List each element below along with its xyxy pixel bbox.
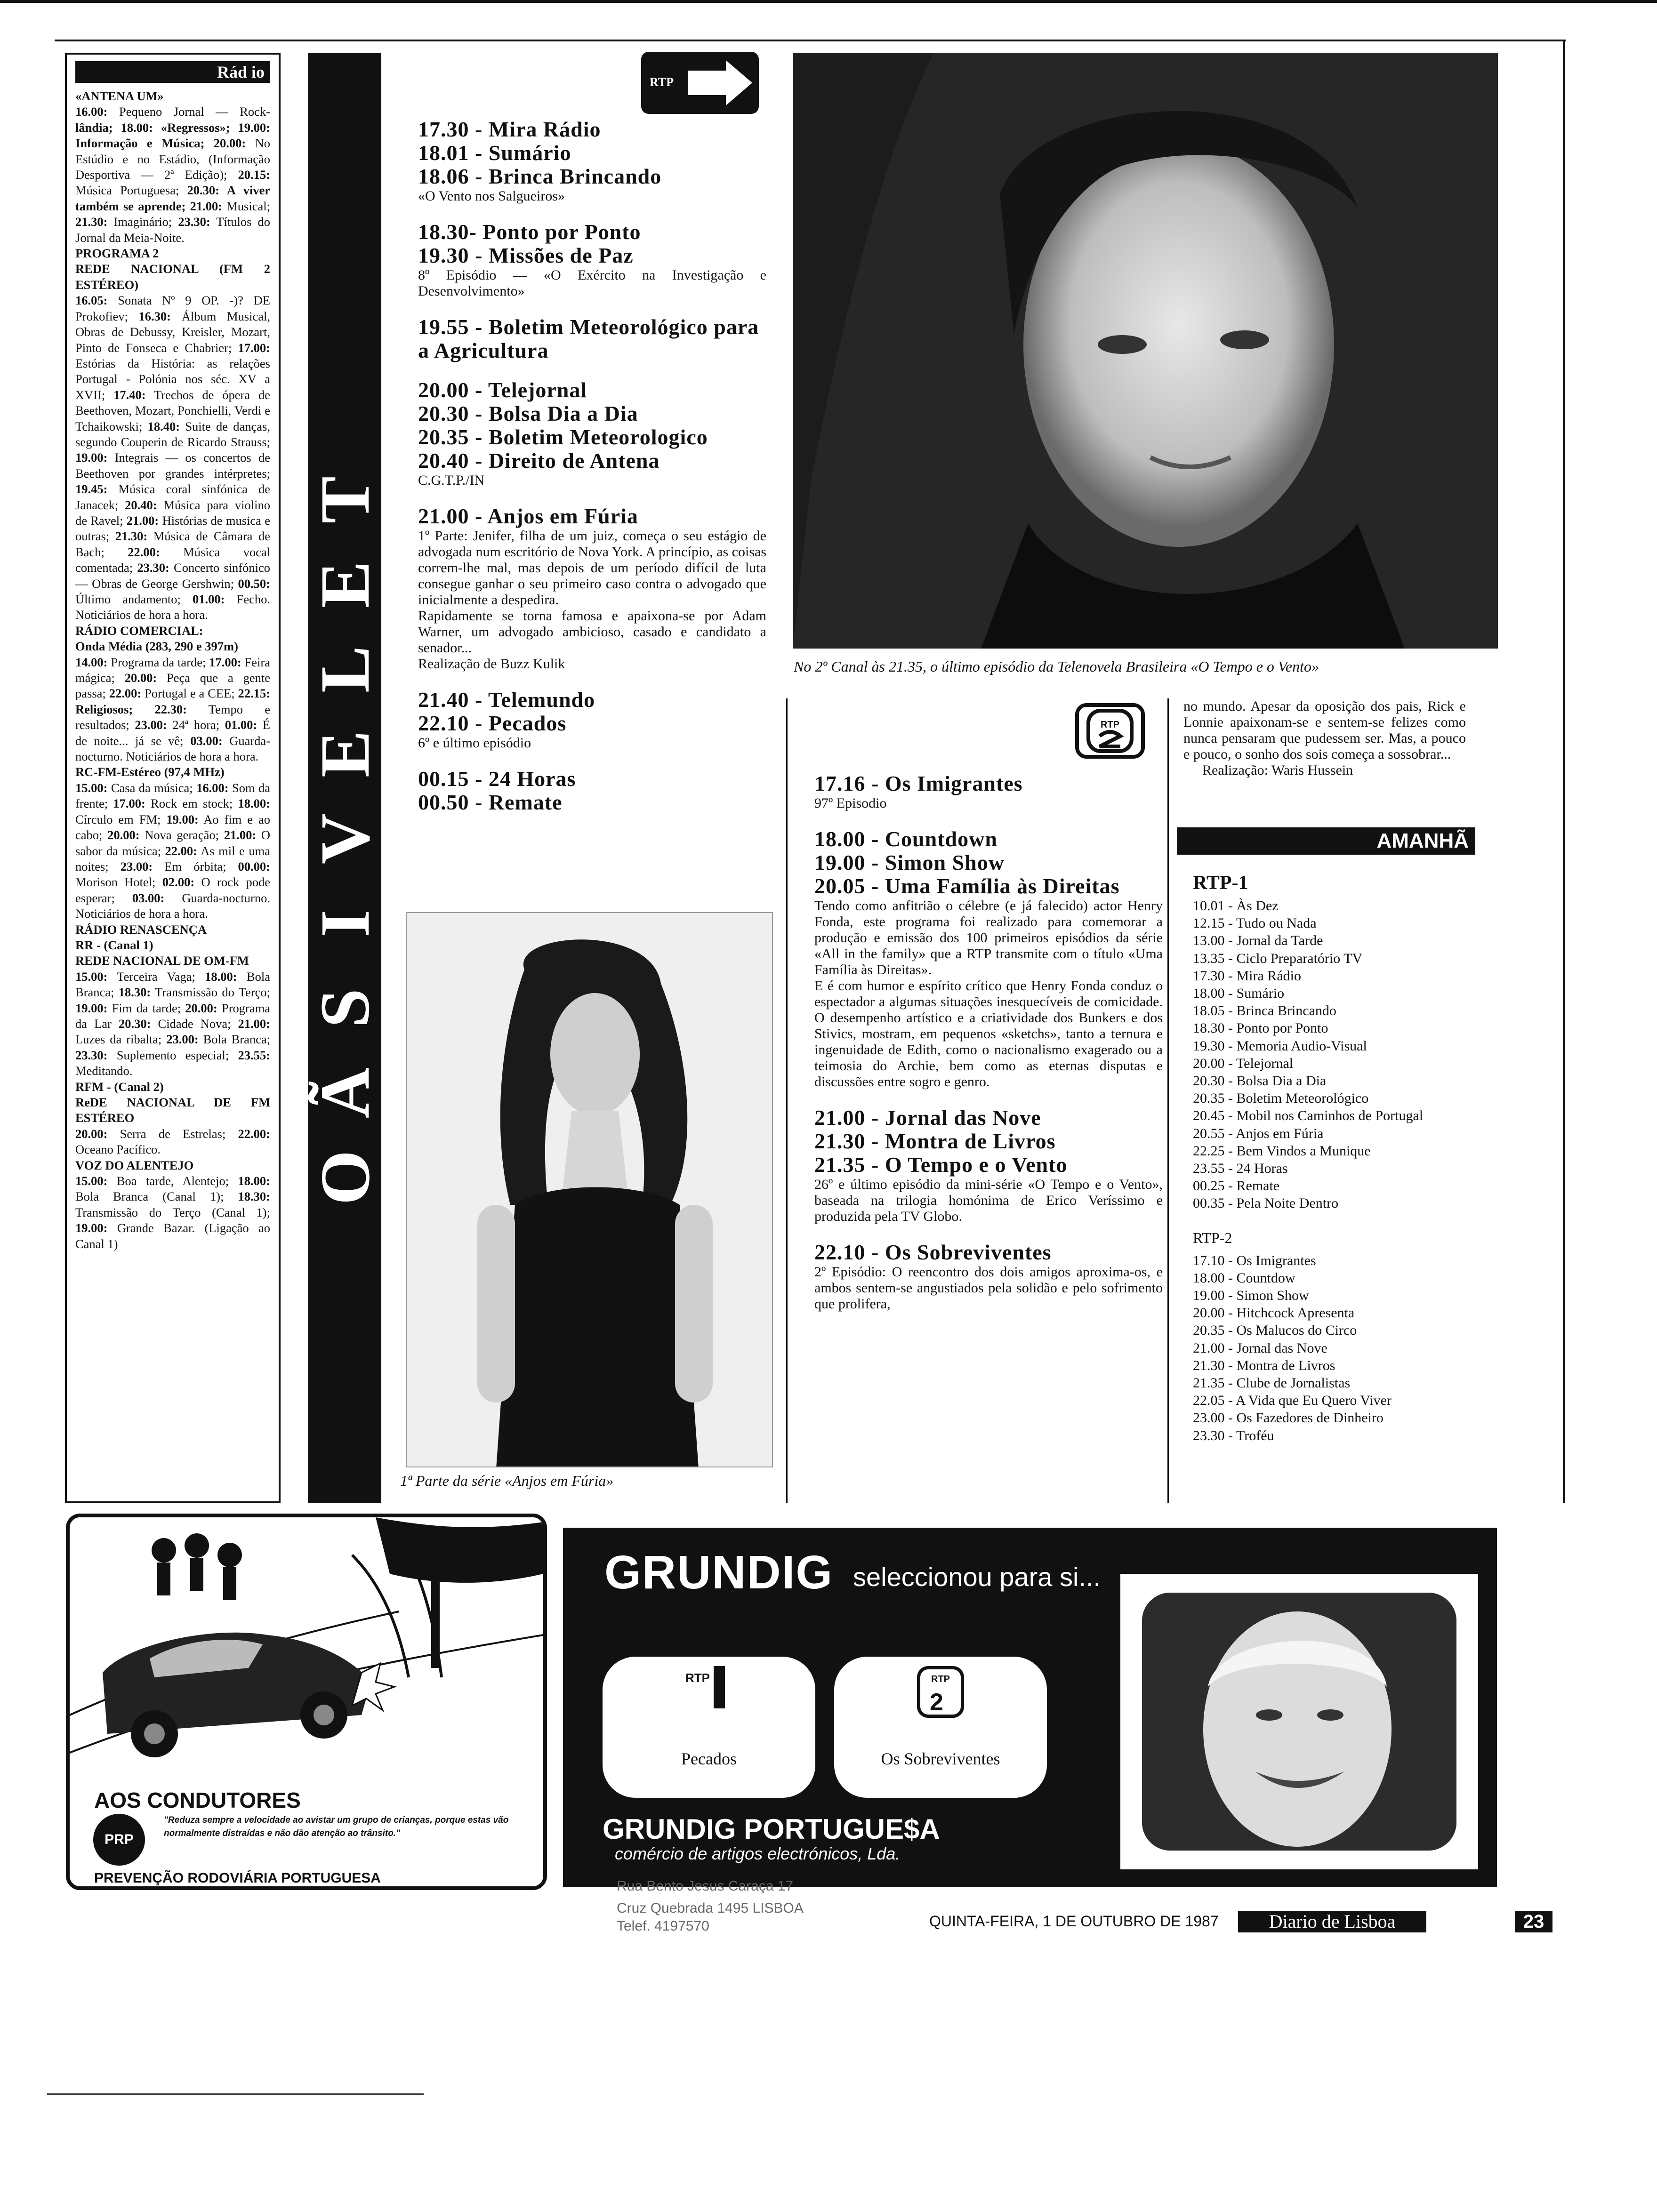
amanha-rtp1-title: RTP-1: [1193, 872, 1248, 894]
program-title: 19.00 - Simon Show: [814, 850, 1005, 874]
program-title: 21.40 - Telemundo: [418, 688, 595, 712]
radio-listings: [75, 88, 270, 1252]
address-line: Telef. 4197570: [617, 1918, 709, 1934]
radio-header: Rád io: [75, 61, 270, 83]
radio-text: Programa da Lar: [75, 1001, 270, 1031]
grundig-company: GRUNDIG PORTUGUE$A: [603, 1813, 940, 1845]
radio-paragraph: [75, 261, 270, 293]
tv-screen-sobreviventes: [834, 1657, 1047, 1798]
program-gap: [418, 362, 766, 378]
radio-text: Música para violino de Ravel;: [75, 497, 270, 528]
radio-text: Transmissão do Terço;: [151, 985, 271, 1000]
rtp1-program-list: [418, 118, 766, 814]
radio-text: Suite de danças, segundo Couperin de Ricardo Strauss;: [75, 419, 270, 449]
program-gap: [814, 1090, 1163, 1106]
radio-text: Luzes da ribalta;: [75, 1032, 162, 1047]
radio-text: Som da frente;: [75, 780, 270, 811]
radio-bold-text: 19.45:: [75, 482, 108, 497]
program-title: 20.05 - Uma Família às Direitas: [814, 874, 1120, 898]
radio-bold-text: 20.30: A viver também se aprende; 21.00:: [75, 183, 270, 213]
radio-bold-text: 20.00:: [102, 828, 140, 842]
radio-bold-text: 19.00:: [75, 1221, 108, 1235]
program-description: 2º Episódio: O reencontro dos dois amigos aproxima-os, e ambos sentem-se angustiados pela solidão e pelo sofrimento que prolifera,: [814, 1264, 1163, 1312]
rtp2-cont-paragraph: no mundo. Apesar da oposição dos pais, Rick e Lonnie apaixonam-se e sentem-se felizes como nunca pensaram que pudessem ser. Mas, a pouco e pouco, o sonho dos sois começa a sossobrar...: [1183, 698, 1466, 762]
program-title: 17.16 - Os Imigrantes: [814, 771, 1023, 795]
program-title: 21.30 - Montra de Livros: [814, 1129, 1056, 1153]
footer-page-number: 23: [1515, 1911, 1552, 1932]
amanha-item: 20.35 - Boletim Meteorológico: [1193, 1090, 1369, 1106]
radio-bold-text: 00.50:: [233, 576, 270, 591]
program-gap: [418, 204, 766, 220]
radio-bold-text: 20.00:: [181, 1001, 217, 1015]
program-description: 1º Parte: Jenifer, filha de um juiz, começa o seu estágio de advogada num escritório de Nova York. A princípio, as coisas correm-lhe mal, mas depois de um período difícil de luta consegue ganhar o seu primeiro caso contra o advogado que inicialmente a despedira.: [418, 528, 766, 608]
radio-bold-text: 20.30:: [111, 1016, 151, 1031]
radio-text: Meditando.: [75, 1064, 133, 1078]
radio-bold-text: 03.00:: [114, 890, 165, 905]
rtp1-logo: [641, 52, 759, 114]
television-letter: T: [306, 476, 384, 524]
radio-bold-text: RC-FM-Estéreo (97,4 MHz): [75, 765, 225, 779]
program-title: 20.40 - Direito de Antena: [418, 449, 660, 473]
program-description: E é com humor e espírito crítico que Henry Fonda conduz o espectador a algumas situações inesquecíveis de comicidade. O desempenho artístico e a criatividade dos Bunkers e dos Stivics, mostram, em pequenos «sketchs», tanto a ternura e ingenuidade de Edith, como o nacionalismo exagerado ou a teimosia do Archie, bem como as eternas disputas e discussões entre sogro e genro.: [814, 978, 1163, 1090]
prp-logo-text: PRP: [105, 1832, 134, 1847]
radio-bold-text: PROGRAMA 2: [75, 246, 159, 261]
ad-left-title: AOS CONDUTORES: [94, 1788, 301, 1812]
rtp2-program-list: [814, 772, 1163, 1312]
radio-bold-text: 20.00:: [75, 1126, 108, 1141]
radio-bold-text: 18.40:: [142, 419, 180, 433]
amanha-item: 20.00 - Hitchcock Apresenta: [1193, 1305, 1355, 1321]
rtp2-mini-icon: [917, 1666, 964, 1718]
radio-bold-text: 18.30:: [114, 985, 151, 1000]
amanha-item: 20.30 - Bolsa Dia a Dia: [1193, 1073, 1327, 1089]
radio-paragraph: [75, 293, 270, 623]
radio-column: [65, 53, 281, 1503]
radio-text: Musical;: [222, 199, 270, 213]
grundig-company-sub: comércio de artigos electrónicos, Lda.: [615, 1844, 901, 1863]
program-title: 20.00 - Telejornal: [418, 378, 587, 402]
program-title: 21.00 - Anjos em Fúria: [418, 504, 638, 528]
radio-bold-text: 16.05:: [75, 293, 108, 308]
radio-text: Casa da música;: [107, 780, 193, 795]
television-letter: E: [306, 561, 384, 609]
radio-paragraph: [75, 639, 270, 654]
amanha-rtp2-title: RTP-2: [1193, 1229, 1232, 1246]
radio-paragraph: [75, 104, 270, 246]
radio-text: Integrais — os concertos de Beethoven por grandes intérpretes;: [75, 450, 270, 481]
program-title: 20.35 - Boletim Meteorologico: [418, 425, 708, 449]
radio-bold-text: 19.00:: [75, 1001, 108, 1015]
radio-text: Círculo em FM;: [75, 812, 161, 826]
radio-text: Trechos de ópera de Beethoven, Mozart, Ponchielli, Verdi e Tchaikowski;: [75, 387, 271, 433]
radio-bold-text: 20.15:: [227, 168, 270, 182]
grundig-tagline: seleccionou para si...: [853, 1562, 1101, 1592]
radio-bold-text: 23.30:: [133, 561, 169, 575]
radio-bold-text: 03.00:: [183, 733, 223, 748]
radio-bold-text: Onda Média (283, 290 e 397m): [75, 639, 238, 654]
program-gap: [814, 811, 1163, 827]
tv2-logo-text: RTP: [931, 1674, 950, 1684]
radio-bold-text: «ANTENA UM»: [75, 89, 164, 103]
amanha-item: 22.05 - A Vida que Eu Quero Viver: [1193, 1393, 1392, 1409]
radio-bold-text: 20.00:: [114, 671, 157, 685]
rtp2-emblem-icon: [1079, 707, 1141, 755]
radio-text: Bola Branca;: [198, 1032, 271, 1047]
radio-paragraph: [75, 969, 270, 1079]
radio-bold-text: RÁDIO COMERCIAL:: [75, 623, 203, 638]
program-title: 18.00 - Countdown: [814, 827, 997, 851]
radio-text: Guarda-nocturno. Noticiários de hora a hora.: [75, 890, 270, 921]
amanha-item: 12.15 - Tudo ou Nada: [1193, 915, 1317, 931]
amanha-rtp1-list: [1193, 897, 1475, 1212]
television-banner: [306, 53, 384, 1503]
radio-text: Música de Câmara de Bach;: [75, 529, 270, 559]
radio-bold-text: 15.00:: [75, 969, 108, 984]
television-letter: S: [306, 988, 384, 1028]
radio-bold-text: VOZ DO ALENTEJO: [75, 1158, 194, 1172]
amanha-item: 17.10 - Os Imigrantes: [1193, 1252, 1316, 1268]
radio-text: É de noite... já se vê;: [75, 718, 271, 748]
radio-text: Último andamento;: [75, 592, 181, 606]
radio-bold-text: 17.00:: [206, 655, 241, 669]
program-description: 6º e último episódio: [418, 735, 531, 751]
radio-text: Álbum Musical, Obras de Debussy, Kreisler, Mozart, Pinto de Fonseca e Chabrier;: [75, 309, 270, 355]
program-title: 19.30 - Missões de Paz: [418, 243, 634, 267]
radio-bold-text: 22.00:: [104, 545, 160, 559]
radio-bold-text: RFM - (Canal 2): [75, 1079, 164, 1094]
program-title: 20.30 - Bolsa Dia a Dia: [418, 401, 638, 425]
amanha-item: 23.30 - Troféu: [1193, 1427, 1274, 1443]
radio-bold-text: 20.40:: [118, 497, 157, 512]
amanha-item: 18.05 - Brinca Brincando: [1193, 1003, 1336, 1019]
grundig-tv-photo: [1142, 1593, 1456, 1851]
radio-paragraph: [75, 1158, 270, 1173]
radio-text: Pequeno Jornal — Rock-: [107, 104, 270, 119]
column-divider: [1167, 698, 1169, 1503]
rtp2-continuation: [1183, 698, 1466, 778]
radio-bold-text: RR - (Canal 1): [75, 938, 153, 952]
grundig-ad: [563, 1528, 1497, 1894]
radio-bold-text: 23.30:: [75, 1048, 108, 1062]
program-title: 22.10 - Pecados: [418, 711, 567, 735]
radio-bold-text: 01.00:: [219, 718, 257, 732]
right-frame-rule: [1563, 40, 1565, 1503]
radio-text: Fim da tarde;: [107, 1001, 181, 1015]
photo-top-caption: No 2º Canal às 21.35, o último episódio da Telenovela Brasileira «O Tempo e o Vento»: [794, 658, 1319, 675]
radio-paragraph: [75, 953, 270, 969]
amanha-item: 10.01 - Às Dez: [1193, 898, 1279, 914]
television-letter: Ã: [306, 1067, 384, 1119]
grundig-brand: GRUNDIG: [604, 1546, 834, 1599]
program-title: 18.06 - Brinca Brincando: [418, 164, 662, 188]
rtp2-logo-text: RTP: [1101, 720, 1119, 730]
top-edge-rule: [0, 0, 1657, 3]
program-title: 00.50 - Remate: [418, 790, 563, 814]
television-letter: I: [306, 909, 384, 938]
program-description: Tendo como anfitrião o célebre (e já falecido) actor Henry Fonda, este programa foi realizado para comemorar a produção e emissão dos 100 primeiros episódios da série «All in the family» que a RTP transmite com o título «Uma Família às Direitas».: [814, 898, 1163, 978]
amanha-item: 13.35 - Ciclo Preparatório TV: [1193, 950, 1363, 966]
radio-text: Terceira Vaga;: [107, 969, 195, 984]
radio-text: Música coral sinfónica de Janacek;: [75, 482, 270, 512]
radio-bold-text: 23.55:: [229, 1048, 270, 1062]
rtp1-numeral-icon: [714, 1666, 725, 1708]
program-description: «O Vento nos Salgueiros»: [418, 188, 565, 204]
tv1-logo-text: RTP: [685, 1671, 710, 1685]
amanha-item: 20.35 - Os Malucos do Circo: [1193, 1322, 1357, 1338]
radio-text: Em órbita;: [153, 859, 226, 874]
radio-bold-text: 19.00:: [75, 450, 108, 465]
ad-left-footer: PREVENÇÃO RODOVIÁRIA PORTUGUESA: [94, 1870, 381, 1886]
radio-bold-text: 23.00:: [129, 718, 167, 732]
radio-bold-text: 21.00:: [219, 828, 257, 842]
grundig-address-rest: [617, 1899, 804, 1935]
radio-bold-text: 22.15: Religiosos; 22.30:: [75, 686, 271, 716]
radio-bold-text: 19.00:: [161, 812, 199, 826]
television-letter: L: [306, 645, 384, 693]
address-line: Cruz Quebrada 1495 LISBOA: [617, 1900, 804, 1916]
program-description: 26º e último episódio da mini-série «O Tempo e o Vento», baseada na trilogia homónima de Erico Veríssimo e produzida pela TV Globo.: [814, 1177, 1163, 1224]
tv2-label: Os Sobreviventes: [881, 1749, 1000, 1768]
television-word: [306, 457, 384, 1220]
address-line: Rua Bento Jesus Caraça 17: [617, 1878, 794, 1894]
radio-text: Bola Branca (Canal 1);: [75, 1189, 224, 1204]
program-gap: [418, 299, 766, 315]
radio-bold-text: RÁDIO RENASCENÇA: [75, 922, 207, 937]
program-title: 22.10 - Os Sobreviventes: [814, 1240, 1052, 1264]
amanha-item: 23.55 - 24 Horas: [1193, 1161, 1288, 1177]
radio-bold-text: 18.00:: [229, 1174, 270, 1188]
amanha-schedule: [1193, 869, 1475, 1444]
radio-text: Morison Hotel;: [75, 875, 156, 890]
radio-paragraph: [75, 938, 270, 953]
tv-screen-pecados: [603, 1657, 815, 1798]
top-frame-rule: [55, 40, 1566, 41]
radio-text: Música vocal comentada;: [75, 545, 271, 575]
radio-text: Boa tarde, Alentejo;: [107, 1174, 229, 1188]
program-description: Rapidamente se torna famosa e apaixona-se por Adam Warner, um advogado ambicioso, casado e candidato a senador...: [418, 608, 766, 656]
radio-text: Serra de Estrelas;: [107, 1126, 226, 1141]
amanha-item: 20.45 - Mobil nos Caminhos de Portugal: [1193, 1108, 1424, 1124]
radio-bold-text: 21.00:: [231, 1016, 270, 1031]
radio-text: Sonata Nº 9 OP. -)? DE Prokofiev;: [75, 293, 270, 323]
radio-bold-text: 21.30:: [75, 215, 108, 229]
scan-rule: [47, 2093, 424, 2095]
radio-bold-text: 21.30:: [109, 529, 148, 544]
program-description: 97º Episodio: [814, 795, 887, 811]
radio-bold-text: 22.00:: [161, 843, 198, 858]
radio-text: Música Portuguesa;: [75, 183, 179, 198]
amanha-item: 18.00 - Sumário: [1193, 986, 1285, 1002]
radio-paragraph: [75, 1126, 270, 1158]
radio-bold-text: 17.00:: [232, 340, 271, 355]
program-description: Realização de Buzz Kulik: [418, 656, 565, 672]
radio-bold-text: 15.00:: [75, 780, 108, 795]
program-title: 00.15 - 24 Horas: [418, 767, 576, 791]
radio-paragraph: [75, 780, 270, 922]
program-description: 8º Episódio — «O Exército na Investigação e Desenvolvimento»: [418, 267, 766, 299]
radio-text: No Estúdio e no Estádio, (Informação Desportiva — 2ª Edição);: [75, 136, 271, 182]
radio-bold-text: 17.00:: [108, 796, 145, 811]
radio-text: Tempo e resultados;: [75, 702, 271, 732]
amanha-item: 19.00 - Simon Show: [1193, 1288, 1309, 1304]
television-letter: O: [306, 1150, 384, 1205]
radio-text: Concerto sinfónico — Obras de George Gershwin;: [75, 561, 271, 591]
radio-text: Bola Branca;: [75, 969, 270, 1000]
radio-text: Imaginário;: [107, 215, 172, 229]
footer-paper-name: Diario de Lisboa: [1238, 1911, 1426, 1932]
program-title: 21.00 - Jornal das Nove: [814, 1106, 1041, 1130]
radio-text: O rock pode esperar;: [75, 875, 270, 905]
program-gap: [418, 489, 766, 505]
rtp2-numeral-icon: 2: [930, 1689, 943, 1716]
radio-bold-text: 23.30:: [172, 215, 210, 229]
radio-text: Histórias de musica e outras;: [75, 513, 271, 544]
radio-paragraph: [75, 1173, 270, 1252]
amanha-item: 20.00 - Telejornal: [1193, 1055, 1294, 1071]
tv1-label: Pecados: [681, 1749, 737, 1768]
radio-bold-text: 01.00:: [180, 592, 225, 606]
rtp1-logo-text: RTP: [650, 75, 674, 89]
program-title: 17.30 - Mira Rádio: [418, 117, 601, 141]
radio-bold-text: 18.00:: [195, 969, 237, 984]
radio-bold-text: 23.00:: [161, 1032, 199, 1047]
amanha-item: 21.00 - Jornal das Nove: [1193, 1340, 1327, 1356]
prp-logo-icon: [93, 1814, 145, 1866]
radio-bold-text: 22.00:: [225, 1126, 270, 1141]
program-description: C.G.T.P./IN: [418, 473, 485, 488]
amanha-item: 17.30 - Mira Rádio: [1193, 968, 1301, 984]
radio-bold-text: 23.00:: [108, 859, 153, 874]
column-divider-2: [786, 698, 788, 1503]
road-safety-illustration: [70, 1517, 543, 1771]
radio-text: Peça que a gente passa;: [75, 671, 270, 701]
radio-bold-text: 22.00:: [105, 686, 142, 701]
radio-text: Rock em stock;: [145, 796, 233, 811]
radio-text: Feira mágica;: [75, 655, 270, 685]
amanha-rtp2-list: [1193, 1252, 1475, 1444]
grundig-address: [617, 1877, 793, 1896]
ad-left-quote: "Reduza sempre a velocidade ao avistar um grupo de crianças, porque estas vão normalmente distraídas e não dão atenção ao trânsito.": [164, 1815, 509, 1838]
amanha-header: AMANHÃ: [1177, 827, 1475, 855]
photo-bottom-caption: 1ª Parte da série «Anjos em Fúria»: [400, 1472, 614, 1489]
rtp1-arrow-icon: [669, 56, 754, 109]
amanha-item: 19.30 - Memoria Audio-Visual: [1193, 1038, 1367, 1054]
radio-paragraph: [75, 1095, 270, 1126]
radio-bold-text: 18.30:: [224, 1189, 270, 1204]
photo-telenovela-actress: [793, 53, 1498, 649]
program-title: 19.55 - Boletim Meteorológico para a Agricultura: [418, 315, 759, 362]
radio-bold-text: 14.00:: [75, 655, 108, 669]
television-letter: E: [306, 730, 384, 778]
radio-paragraph: [75, 1079, 270, 1095]
radio-bold-text: 16.30:: [128, 309, 171, 323]
radio-bold-text: 18.00:: [233, 796, 270, 811]
radio-text: As mil e uma noites;: [75, 843, 271, 874]
radio-bold-text: 00.00:: [226, 859, 270, 874]
radio-text: Cidade Nova;: [151, 1016, 231, 1031]
program-title: 21.35 - O Tempo e o Vento: [814, 1153, 1068, 1177]
program-title: 18.01 - Sumário: [418, 141, 571, 165]
radio-paragraph: [75, 764, 270, 780]
radio-bold-text: 02.00:: [155, 875, 195, 890]
radio-text: Guarda-nocturno. Noticiários de hora a hora.: [75, 733, 270, 764]
radio-paragraph: [75, 246, 270, 261]
amanha-item: 18.00 - Countdow: [1193, 1270, 1295, 1286]
radio-text: Fecho. Noticiários de hora a hora.: [75, 592, 271, 622]
radio-text: Títulos do Jornal da Meia-Noite.: [75, 215, 271, 245]
program-gap: [418, 751, 766, 767]
radio-paragraph: [75, 655, 270, 765]
radio-bold-text: 21.00:: [123, 513, 159, 528]
photo-anjos-em-furia-actress: [406, 912, 773, 1467]
amanha-item: 21.30 - Montra de Livros: [1193, 1357, 1335, 1373]
amanha-item: 23.00 - Os Fazedores de Dinheiro: [1193, 1410, 1384, 1426]
television-letter: V: [306, 813, 384, 865]
radio-bold-text: 15.00:: [75, 1174, 108, 1188]
amanha-item: 22.25 - Bem Vindos a Munique: [1193, 1143, 1371, 1159]
amanha-item: 00.25 - Remate: [1193, 1178, 1280, 1194]
radio-text: Transmissão do Terço (Canal 1);: [75, 1205, 270, 1219]
radio-bold-text: REDE NACIONAL DE OM-FM: [75, 954, 249, 968]
program-gap: [418, 672, 766, 688]
radio-text: Ao fim e ao cabo;: [75, 812, 271, 842]
radio-bold-text: REDE NACIONAL (FM 2 ESTÉREO): [75, 262, 270, 292]
radio-text: Nova geração;: [139, 828, 219, 842]
amanha-item: 13.00 - Jornal da Tarde: [1193, 933, 1323, 949]
amanha-item: 20.55 - Anjos em Fúria: [1193, 1125, 1324, 1141]
radio-bold-text: 16.00:: [193, 780, 229, 795]
radio-bold-text: 20.00:: [204, 136, 246, 151]
rtp2-cont-credit: Realização: Waris Hussein: [1202, 762, 1353, 778]
radio-text: Oceano Pacífico.: [75, 1142, 161, 1157]
radio-text: Programa da tarde;: [107, 655, 206, 669]
radio-text: Suplemento especial;: [107, 1048, 229, 1062]
radio-text: Estórias da História: as relações Portugal - Polónia nos séc. XV a XVII;: [75, 356, 270, 402]
radio-text: Grande Bazar. (Ligação ao Canal 1): [75, 1221, 270, 1251]
amanha-item: 00.35 - Pela Noite Dentro: [1193, 1195, 1339, 1211]
footer-date: QUINTA-FEIRA, 1 DE OUTUBRO DE 1987: [929, 1913, 1219, 1930]
radio-paragraph: [75, 922, 270, 938]
amanha-item: 21.35 - Clube de Jornalistas: [1193, 1375, 1351, 1391]
radio-paragraph: [75, 623, 270, 639]
radio-bold-text: ReDE NACIONAL DE FM ESTÉREO: [75, 1095, 270, 1125]
rtp2-logo: [1075, 703, 1145, 759]
radio-text: O sabor da música;: [75, 828, 271, 858]
program-gap: [814, 1225, 1163, 1241]
radio-bold-text: 16.00:: [75, 104, 108, 119]
radio-paragraph: [75, 88, 270, 104]
page-footer: [913, 1911, 1568, 1935]
amanha-item: 18.30 - Ponto por Ponto: [1193, 1020, 1328, 1036]
radio-text: Portugal e a CEE;: [141, 686, 235, 701]
road-safety-ad: [66, 1514, 547, 1890]
program-title: 18.30- Ponto por Ponto: [418, 220, 641, 244]
radio-text: 24ª hora;: [167, 718, 220, 732]
radio-bold-text: lândia; 18.00: «Regressos»; 19.00: Informação e Música;: [75, 120, 270, 151]
radio-bold-text: 17.40:: [105, 387, 146, 402]
grundig-tv-frame: [1120, 1574, 1478, 1869]
